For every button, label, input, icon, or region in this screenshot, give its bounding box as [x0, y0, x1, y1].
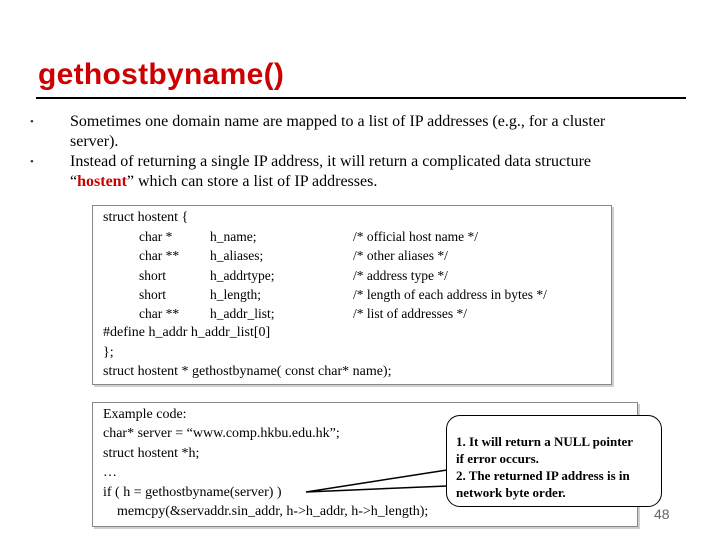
- field-name: h_addr_list;: [210, 306, 275, 321]
- bullet-marker: •: [30, 156, 34, 168]
- callout-line: if error occurs.: [456, 451, 539, 466]
- example-line: memcpy(&servaddr.sin_addr, h->h_addr, h->h_length);: [103, 504, 429, 519]
- bullet-marker: •: [30, 116, 34, 128]
- example-line: if ( h = gethostbyname(server) ): [103, 485, 282, 500]
- field-comment: /* other aliases */: [353, 248, 448, 263]
- field-type: char **: [139, 248, 180, 263]
- example-line: char* server = “www.comp.hkbu.edu.hk”;: [103, 426, 340, 441]
- bullet-text-line: Instead of returning a single IP address, it will return a complicated data structure: [70, 153, 592, 170]
- callout-line: 2. The returned IP address is in: [456, 468, 630, 483]
- field-comment: /* official host name */: [353, 229, 478, 244]
- callout-line: 1. It will return a NULL pointer: [456, 434, 634, 449]
- struct-close-line: };: [103, 345, 114, 360]
- define-line: #define h_addr h_addr_list[0]: [103, 325, 271, 340]
- field-type: short: [139, 268, 166, 283]
- field-type: short: [139, 287, 166, 302]
- quote-open: “: [70, 173, 78, 190]
- struct-open-line: struct hostent {: [103, 210, 189, 225]
- callout-line: network byte order.: [456, 485, 566, 500]
- field-type: char *: [139, 229, 173, 244]
- field-comment: /* length of each address in bytes */: [353, 287, 547, 302]
- callout-box: [446, 415, 662, 507]
- example-line: …: [103, 465, 117, 480]
- callout-text: [456, 433, 656, 501]
- prototype-line: struct hostent * gethostbyname( const char* name);: [103, 364, 392, 379]
- field-comment: /* address type */: [353, 268, 448, 283]
- hostent-highlight: hostent: [77, 173, 127, 190]
- slide-title: gethostbyname(): [38, 58, 285, 91]
- field-name: h_name;: [210, 229, 257, 244]
- bullet-text-line: Sometimes one domain name are mapped to a list of IP addresses (e.g., for a cluster: [70, 113, 606, 130]
- bullet-text-line: server).: [70, 133, 119, 150]
- example-line: struct hostent *h;: [103, 446, 200, 461]
- field-type: char **: [139, 306, 180, 321]
- example-line: Example code:: [103, 407, 187, 422]
- page-number: 48: [654, 506, 670, 522]
- field-name: h_addrtype;: [210, 268, 275, 283]
- field-comment: /* list of addresses */: [353, 306, 467, 321]
- field-name: h_aliases;: [210, 248, 264, 263]
- field-name: h_length;: [210, 287, 261, 302]
- bullet-text-rest: ” which can store a list of IP addresses.: [126, 173, 378, 190]
